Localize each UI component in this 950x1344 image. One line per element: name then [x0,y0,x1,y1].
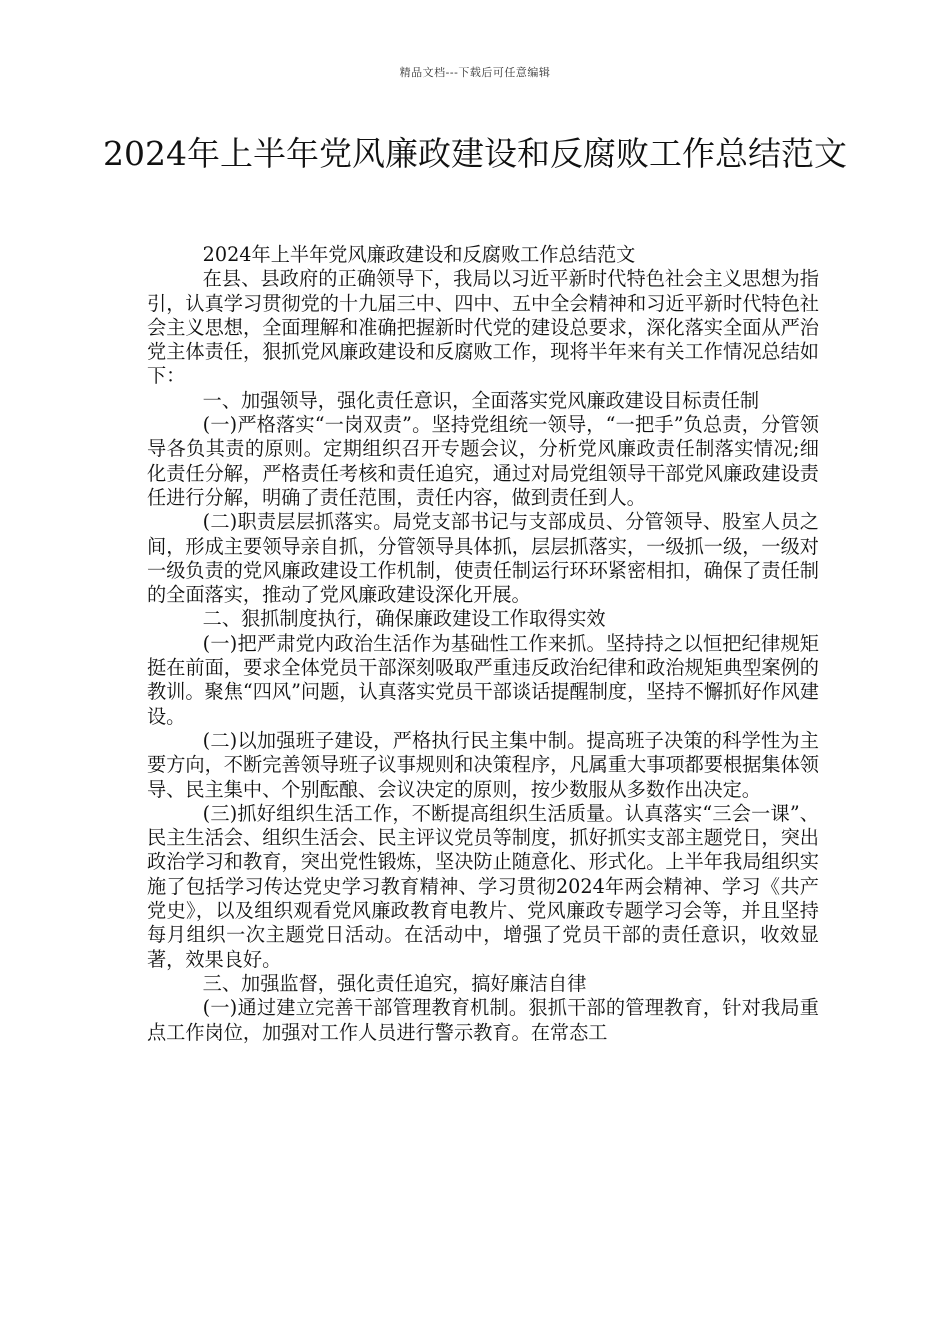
document-title: 2024年上半年党风廉政建设和反腐败工作总结范文 [103,134,847,173]
paragraph-3-1: (一)通过建立完善干部管理教育机制。狠抓干部的管理教育，针对我局重点工作岗位，加强对工作人员进行警示教育。在常态工 [147,996,819,1044]
paragraph-1-2: (二)职责层层抓落实。局党支部书记与支部成员、分管领导、股室人员之间，形成主要领导亲自抓，分管领导具体抓，层层抓落实，一级抓一级，一级对一级负责的党风廉政建设工作机制，使责任制运行环环紧密相扣，确保了责任制的全面落实，推动了党风廉政建设深化开展。 [147,510,819,607]
subtitle-line: 2024年上半年党风廉政建设和反腐败工作总结范文 [202,243,636,266]
section-heading-2: 二、狠抓制度执行，确保廉政建设工作取得实效 [202,607,606,631]
paragraph-2-2: (二)以加强班子建设，严格执行民主集中制。提高班子决策的科学性为主要方向，不断完善领导班子议事规则和决策程序，凡属重大事项都要根据集体领导、民主集中、个别酝酿、会议决定的原则，按少数服从多数作出决定。 [147,728,819,801]
document-body [147,243,819,1045]
section-heading-1: 一、加强领导，强化责任意识，全面落实党风廉政建设目标责任制 [202,388,760,412]
section-heading-3: 三、加强监督，强化责任追究，搞好廉洁自律 [202,971,587,995]
intro-paragraph: 在县、县政府的正确领导下，我局以习近平新时代特色社会主义思想为指引，认真学习贯彻党的十九届三中、四中、五中全会精神和习近平新时代特色社会主义思想，全面理解和准确把握新时代党的建设总要求，深化落实全面从严治党主体责任，狠抓党风廉政建设和反腐败工作，现将半年来有关工作情况总结如下： [147,267,819,388]
header-note: 精品文档---下载后可任意编辑 [399,66,551,79]
paragraph-1-1: (一)严格落实“一岗双责”。坚持党组统一领导，“一把手”负总责，分管领导各负其责的原则。定期组织召开专题会议，分析党风廉政责任制落实情况;细化责任分解，严格责任考核和责任追究，通过对局党组领导干部党风廉政建设责任进行分解，明确了责任范围，责任内容，做到责任到人。 [147,413,819,509]
paragraph-2-1: (一)把严肃党内政治生活作为基础性工作来抓。坚持持之以恒把纪律规矩挺在前面，要求全体党员干部深刻吸取严重违反政治纪律和政治规矩典型案例的教训。聚焦“四风”问题，认真落实党员干部谈话提醒制度，坚持不懈抓好作风建设。 [147,631,819,728]
paragraph-2-3: (三)抓好组织生活工作，不断提高组织生活质量。认真落实“三会一课”、民主生活会、组织生活会、民主评议党员等制度，抓好抓实支部主题党日，突出政治学习和教育，突出党性锻炼，坚决防止随意化、形式化。上半年我局组织实施了包括学习传达党史学习教育精神、学习贯彻2024年两会精神、学习《共产党史》，以及组织观看党风廉政教育电教片、党风廉政专题学习会等，并且坚持每月组织一次主题党日活动。在活动中，增强了党员干部的责任意识，收效显著，效果良好。 [147,801,819,971]
